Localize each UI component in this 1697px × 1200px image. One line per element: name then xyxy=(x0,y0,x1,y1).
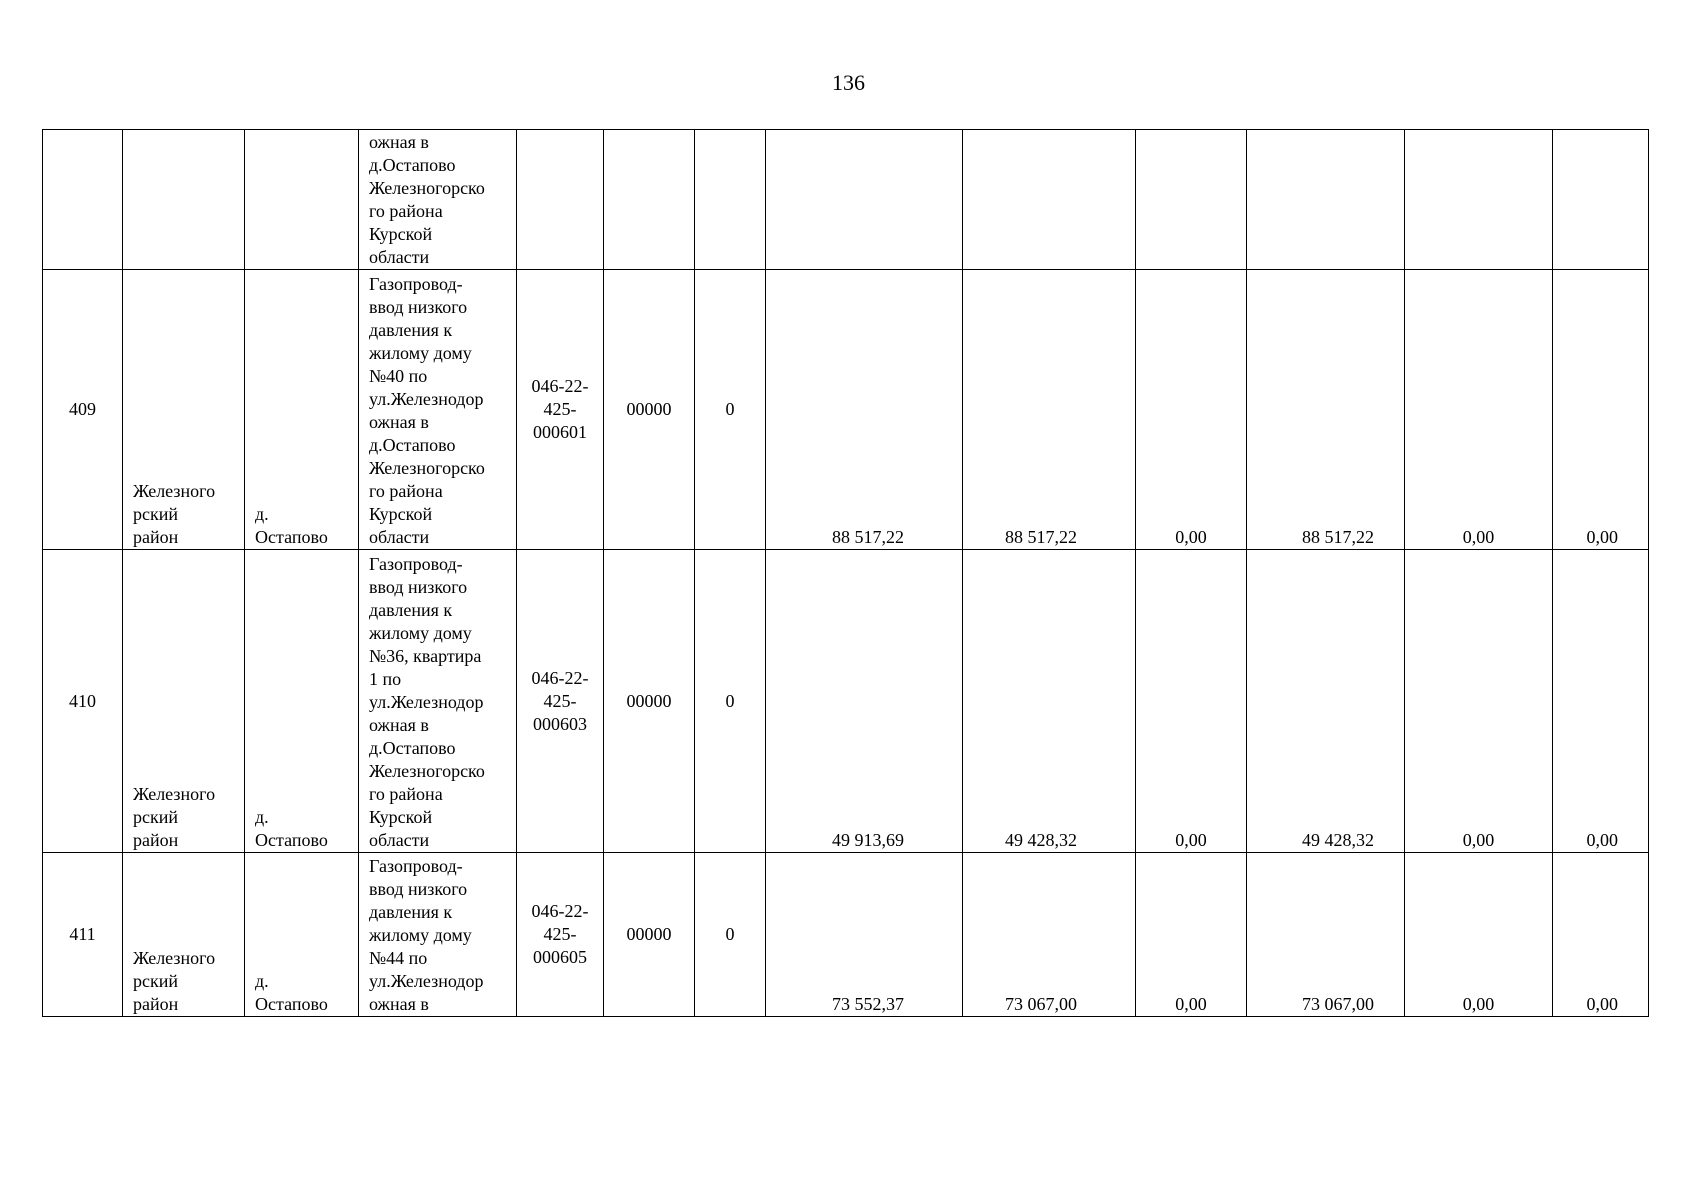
value-cell-4 xyxy=(1247,130,1405,270)
value-cell-5: 0,00 xyxy=(1405,270,1553,550)
code-zeros-cell xyxy=(604,130,695,270)
table-row xyxy=(43,550,1649,853)
district-cell: Железного рский район xyxy=(123,270,245,550)
table-row xyxy=(43,130,1649,270)
value-cell-5: 0,00 xyxy=(1405,853,1553,1017)
cadastral-code-cell: 046-22- 425- 000605 xyxy=(517,853,604,1017)
code-zeros-cell: 00000 xyxy=(604,853,695,1017)
value-cell-1: 73 552,37 xyxy=(766,853,963,1017)
value-cell-2: 88 517,22 xyxy=(963,270,1136,550)
district-cell xyxy=(123,130,245,270)
description-cell: Газопровод- ввод низкого давления к жилому дому №36, квартира 1 по ул.Железнодор ожная в д.Остапово Железногорско го района Курской области xyxy=(359,550,517,853)
locality-cell: д. Остапово xyxy=(245,550,359,853)
code-zeros-cell: 00000 xyxy=(604,270,695,550)
cadastral-code-cell xyxy=(517,130,604,270)
cadastral-code-cell: 046-22- 425- 000603 xyxy=(517,550,604,853)
value-cell-3: 0,00 xyxy=(1136,550,1247,853)
row-number-cell: 410 xyxy=(43,550,123,853)
code-zeros-cell: 00000 xyxy=(604,550,695,853)
value-cell-3: 0,00 xyxy=(1136,853,1247,1017)
value-cell-5 xyxy=(1405,130,1553,270)
locality-cell: д. Остапово xyxy=(245,270,359,550)
row-number-cell: 409 xyxy=(43,270,123,550)
table-row xyxy=(43,270,1649,550)
value-cell-1: 49 913,69 xyxy=(766,550,963,853)
value-cell-6 xyxy=(1553,130,1649,270)
value-cell-2 xyxy=(963,130,1136,270)
value-cell-4: 88 517,22 xyxy=(1247,270,1405,550)
value-cell-2: 49 428,32 xyxy=(963,550,1136,853)
description-cell: Газопровод- ввод низкого давления к жилому дому №44 по ул.Железнодор ожная в xyxy=(359,853,517,1017)
value-cell-6: 0,00 xyxy=(1553,270,1649,550)
zero-cell: 0 xyxy=(695,853,766,1017)
value-cell-4: 49 428,32 xyxy=(1247,550,1405,853)
district-cell: Железного рский район xyxy=(123,853,245,1017)
value-cell-2: 73 067,00 xyxy=(963,853,1136,1017)
row-number-cell xyxy=(43,130,123,270)
description-cell: Газопровод- ввод низкого давления к жилому дому №40 по ул.Железнодор ожная в д.Остапово Железногорско го района Курской области xyxy=(359,270,517,550)
locality-cell: д. Остапово xyxy=(245,853,359,1017)
cadastral-code-cell: 046-22- 425- 000601 xyxy=(517,270,604,550)
row-number-cell: 411 xyxy=(43,853,123,1017)
value-cell-3: 0,00 xyxy=(1136,270,1247,550)
value-cell-6: 0,00 xyxy=(1553,853,1649,1017)
zero-cell xyxy=(695,130,766,270)
value-cell-5: 0,00 xyxy=(1405,550,1553,853)
value-cell-4: 73 067,00 xyxy=(1247,853,1405,1017)
value-cell-6: 0,00 xyxy=(1553,550,1649,853)
description-cell: ожная в д.Остапово Железногорско го района Курской области xyxy=(359,130,517,270)
value-cell-3 xyxy=(1136,130,1247,270)
value-cell-1: 88 517,22 xyxy=(766,270,963,550)
locality-cell xyxy=(245,130,359,270)
zero-cell: 0 xyxy=(695,270,766,550)
property-registry-table xyxy=(42,129,1649,1017)
table-row xyxy=(43,853,1649,1017)
page-number: 136 xyxy=(832,70,865,95)
district-cell: Железного рский район xyxy=(123,550,245,853)
zero-cell: 0 xyxy=(695,550,766,853)
value-cell-1 xyxy=(766,130,963,270)
